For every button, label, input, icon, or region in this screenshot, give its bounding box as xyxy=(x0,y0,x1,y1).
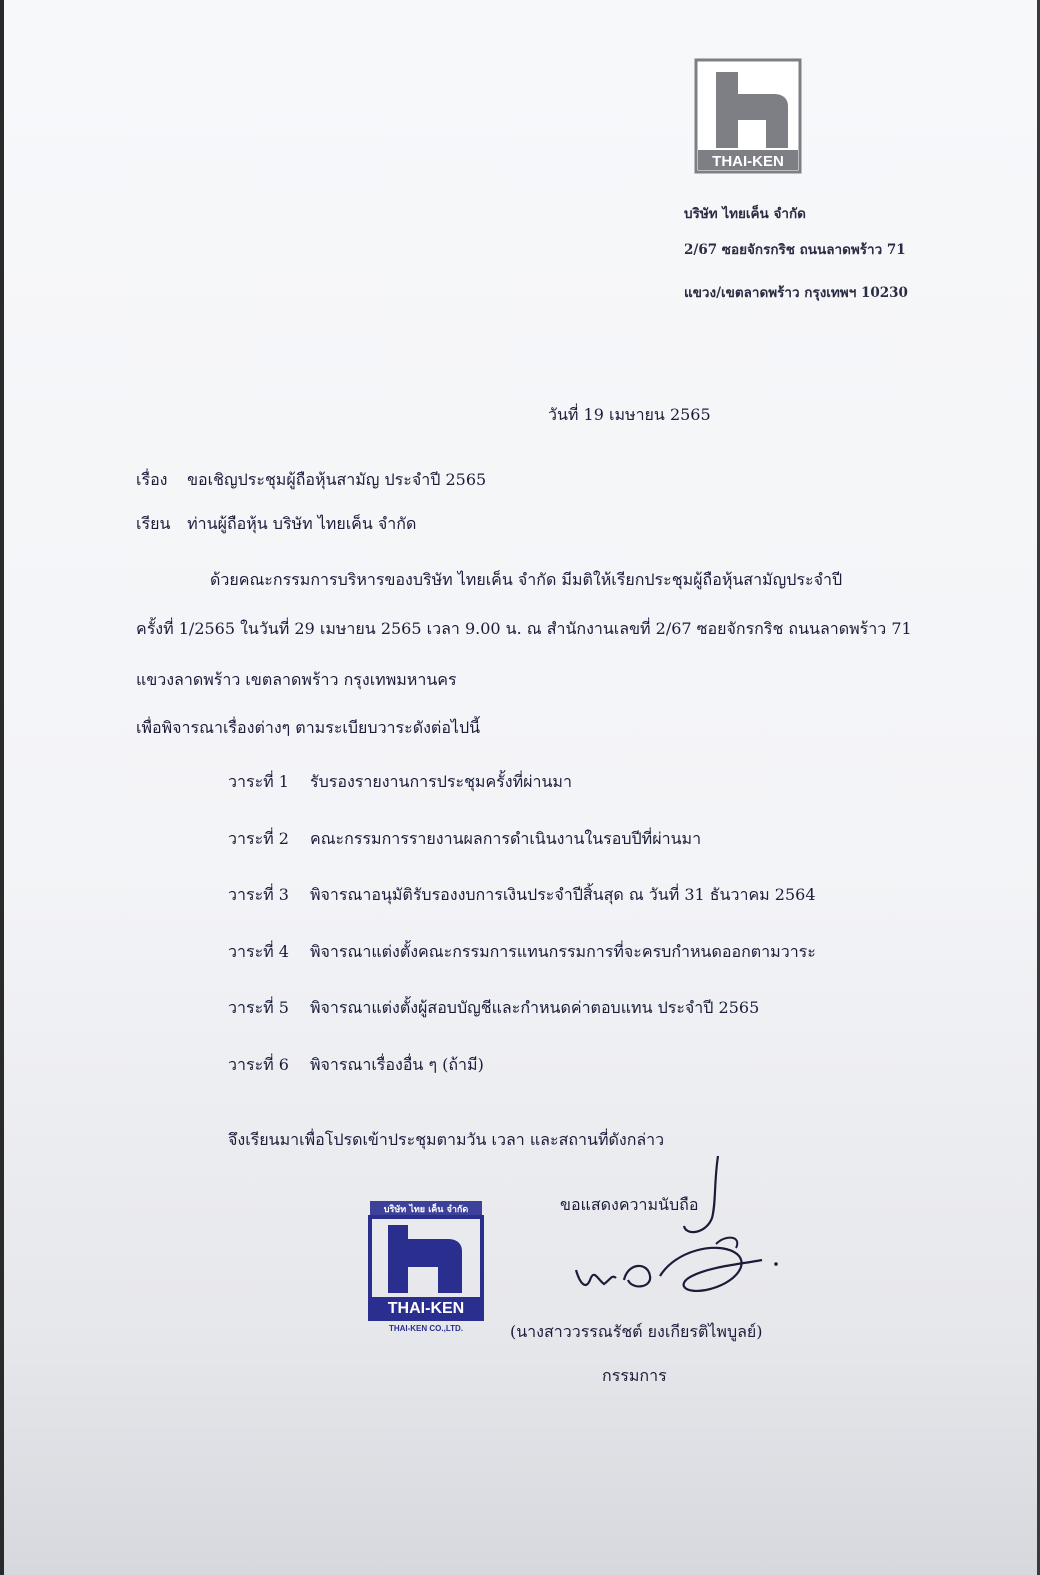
scan-border-left xyxy=(0,0,4,1575)
body-paragraph-line-1: ด้วยคณะกรรมการบริหารของบริษัท ไทยเค็น จำกัด มีมติให้เรียกประชุมผู้ถือหุ้นสามัญประจำปี xyxy=(210,570,843,589)
subject-line xyxy=(136,468,486,493)
company-logo xyxy=(694,58,802,174)
signer-position: กรรมการ xyxy=(602,1366,667,1385)
salutation-label: เรียน xyxy=(136,514,171,533)
agenda-number: วาระที่ 2 xyxy=(228,828,289,848)
agenda-list xyxy=(228,770,948,1109)
subject-label: เรื่อง xyxy=(136,470,168,489)
agenda-text: พิจารณาอนุมัติรับรองงบการเงินประจำปีสิ้นสุด ณ วันที่ 31 ธันวาคม 2564 xyxy=(310,885,816,904)
subject-text: ขอเชิญประชุมผู้ถือหุ้นสามัญ ประจำปี 2565 xyxy=(187,470,487,489)
agenda-text: พิจารณาเรื่องอื่น ๆ (ถ้ามี) xyxy=(310,1054,484,1074)
body-paragraph-line-3: แขวงลาดพร้าว เขตลาดพร้าว กรุงเทพมหานคร xyxy=(136,670,457,689)
thai-ken-logo-icon xyxy=(694,58,802,174)
agenda-item xyxy=(228,770,948,827)
body-paragraph-line-4: เพื่อพิจารณาเรื่องต่างๆ ตามระเบียบวาระดังต่อไปนี้ xyxy=(136,718,481,737)
company-stamp xyxy=(364,1195,488,1335)
logo-text: THAI-KEN xyxy=(712,153,784,170)
salutation-text: ท่านผู้ถือหุ้น บริษัท ไทยเค็น จำกัด xyxy=(187,514,417,533)
agenda-text: คณะกรรมการรายงานผลการดำเนินงานในรอบปีที่ผ่านมา xyxy=(310,828,702,848)
agenda-text: รับรองรายงานการประชุมครั้งที่ผ่านมา xyxy=(310,772,572,791)
letter-date: วันที่ 19 เมษายน 2565 xyxy=(548,405,711,424)
company-address-line-1: 2/67 ซอยจักรกริช ถนนลาดพร้าว 71 xyxy=(684,242,906,258)
company-name: บริษัท ไทยเค็น จำกัด xyxy=(684,206,806,222)
stamp-top-text: บริษัท ไทย เค็น จำกัด xyxy=(383,1205,469,1215)
stamp-bottom-text: THAI-KEN CO.,LTD. xyxy=(388,1324,464,1333)
agenda-number: วาระที่ 5 xyxy=(228,998,289,1017)
handwritten-signature xyxy=(566,1152,786,1302)
company-stamp-icon xyxy=(364,1195,488,1335)
agenda-item xyxy=(228,883,948,940)
agenda-text: พิจารณาแต่งตั้งคณะกรรมการแทนกรรมการที่จะครบกำหนดออกตามวาระ xyxy=(310,941,816,961)
company-address-line-2: แขวง/เขตลาดพร้าว กรุงเทพฯ 10230 xyxy=(684,285,908,301)
agenda-text: พิจารณาแต่งตั้งผู้สอบบัญชีและกำหนดค่าตอบแทน ประจำปี 2565 xyxy=(310,998,760,1017)
agenda-number: วาระที่ 6 xyxy=(228,1054,289,1074)
agenda-number: วาระที่ 4 xyxy=(228,941,289,961)
agenda-item xyxy=(228,940,948,997)
closing-line: จึงเรียนมาเพื่อโปรดเข้าประชุมตามวัน เวลา และสถานที่ดังกล่าว xyxy=(228,1130,665,1149)
agenda-item xyxy=(228,1053,948,1110)
agenda-number: วาระที่ 1 xyxy=(228,772,289,791)
regards-line: ขอแสดงความนับถือ xyxy=(560,1195,699,1214)
stamp-logo-text: THAI-KEN xyxy=(387,1300,465,1317)
agenda-item xyxy=(228,827,948,884)
agenda-number: วาระที่ 3 xyxy=(228,885,289,904)
signer-name: (นางสาววรรณรัชต์ ยงเกียรติไพบูลย์) xyxy=(510,1322,763,1341)
body-paragraph-line-2: ครั้งที่ 1/2565 ในวันที่ 29 เมษายน 2565 เวลา 9.00 น. ณ สำนักงานเลขที่ 2/67 ซอยจักรกริช ถนนลาดพร้าว 71 xyxy=(136,619,912,638)
signature-icon xyxy=(566,1152,786,1302)
salutation-line xyxy=(136,512,416,537)
agenda-item xyxy=(228,996,948,1053)
